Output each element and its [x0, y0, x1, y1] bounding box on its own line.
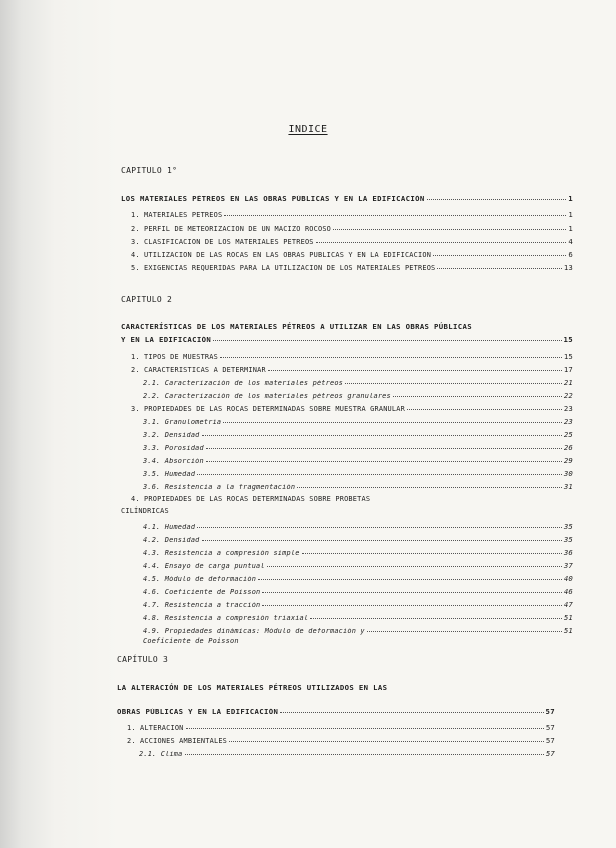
toc-entry: 2. CARACTERÍSTICAS A DETERMINAR 17 [131, 365, 573, 374]
toc-entry: 2. PERFIL DE METEORIZACIÓN DE UN MACIZO ROCOSO 1 [131, 224, 573, 233]
toc-subentry: 3.1. Granulometría 23 [143, 417, 573, 426]
toc-subentry: 2.1. Clima 57 [139, 749, 555, 758]
toc-entry: 1. TIPOS DE MUESTRAS 15 [131, 352, 573, 361]
toc-entry: 3. PROPIEDADES DE LAS ROCAS DETERMINADAS SOBRE MUESTRA GRANULAR 23 [131, 404, 573, 413]
chapter-2-heading-line1: CARACTERÍSTICAS DE LOS MATERIALES PÉTREOS A UTILIZAR EN LAS OBRAS PÚBLICAS [121, 322, 472, 331]
toc-subentry: 4.3. Resistencia a compresión simple 36 [143, 548, 573, 557]
chapter-3-heading-line1: LA ALTERACIÓN DE LOS MATERIALES PÉTREOS UTILIZADOS EN LAS [117, 683, 388, 692]
toc-subentry: 4.2. Densidad 35 [143, 535, 573, 544]
toc-subentry: 3.2. Densidad 25 [143, 430, 573, 439]
toc-entry: 1. ALTERACIÓN 57 [127, 723, 555, 732]
toc-entry-line1: 4. PROPIEDADES DE LAS ROCAS DETERMINADAS SOBRE PROBETAS [131, 495, 371, 503]
toc-entry: 5. EXIGENCIAS REQUERIDAS PARA LA UTILIZACIÓN DE LOS MATERIALES PÉTREOS 13 [131, 263, 573, 272]
toc-subentry: 4.9. Propiedades dinámicas: Módulo de deformación y 51 [143, 626, 573, 635]
toc-subentry: 4.7. Resistencia a tracción 47 [143, 600, 573, 609]
toc-subentry: 4.5. Módulo de deformación 40 [143, 574, 573, 583]
toc-subentry-continuation: Coeficiente de Poisson [143, 637, 239, 645]
chapter-3-heading-line2: OBRAS PÚBLICAS Y EN LA EDIFICACIÓN 57 [117, 707, 555, 716]
toc-subentry: 4.6. Coeficiente de Poisson 46 [143, 587, 573, 596]
index-title: INDICE [288, 124, 328, 135]
toc-entry-line2: CILÍNDRICAS [121, 507, 169, 515]
toc-subentry: 3.5. Humedad 30 [143, 469, 573, 478]
chapter-2-label: CAPITULO 2 [121, 295, 173, 304]
toc-subentry: 2.1. Caracterización de los materiales pétreos 21 [143, 378, 573, 387]
toc-entry: 1. MATERIALES PÉTREOS 1 [131, 210, 573, 219]
chapter-1-label: CAPITULO 1° [121, 166, 178, 175]
toc-entry: 2. ACCIONES AMBIENTALES 57 [127, 736, 555, 745]
chapter-2-heading-line2: Y EN LA EDIFICACIÓN 15 [121, 335, 573, 344]
toc-subentry: 4.1. Humedad 35 [143, 522, 573, 531]
toc-entry: 3. CLASIFICACIÓN DE LOS MATERIALES PÉTREOS 4 [131, 237, 573, 246]
toc-subentry: 2.2. Caracterización de los materiales pétreos granulares 22 [143, 391, 573, 400]
toc-subentry: 3.3. Porosidad 26 [143, 443, 573, 452]
chapter-1-heading: LOS MATERIALES PÉTREOS EN LAS OBRAS PÚBLICAS Y EN LA EDIFICACIÓN 1 [121, 194, 573, 203]
toc-subentry: 4.4. Ensayo de carga puntual 37 [143, 561, 573, 570]
chapter-3-label: CAPÍTULO 3 [117, 655, 169, 664]
toc-entry: 4. UTILIZACIÓN DE LAS ROCAS EN LAS OBRAS PÚBLICAS Y EN LA EDIFICACIÓN 6 [131, 250, 573, 259]
toc-subentry: 3.6. Resistencia a la fragmentación 31 [143, 482, 573, 491]
toc-subentry: 3.4. Absorción 29 [143, 456, 573, 465]
toc-subentry: 4.8. Resistencia a compresión triaxial 51 [143, 613, 573, 622]
